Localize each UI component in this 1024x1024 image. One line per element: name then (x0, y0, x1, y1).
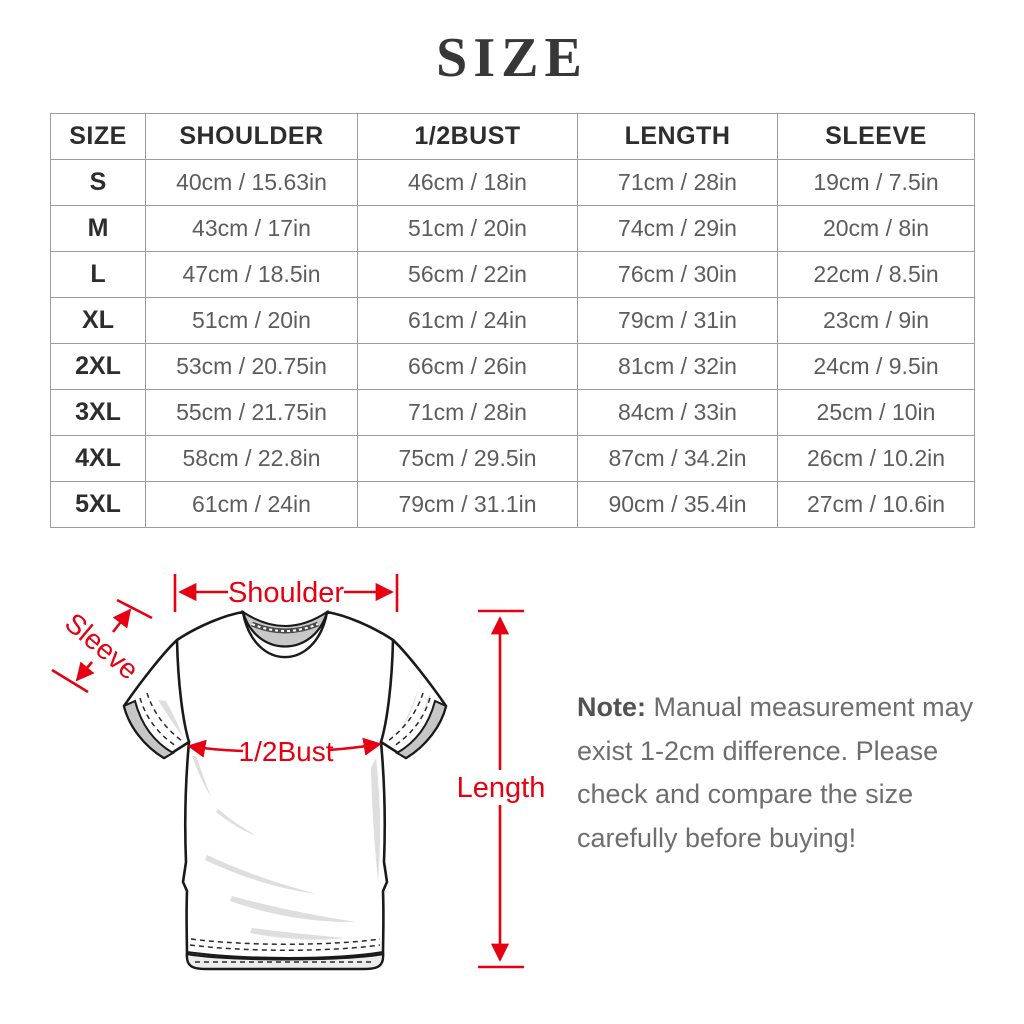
sleeve-cell: 24cm / 9.5in (778, 344, 975, 390)
length-cell: 90cm / 35.4in (578, 482, 778, 528)
shoulder-cell: 58cm / 22.8in (146, 436, 358, 482)
length-cell: 74cm / 29in (578, 206, 778, 252)
size-cell: 2XL (51, 344, 146, 390)
tshirt-body (124, 612, 446, 961)
header-bust: 1/2BUST (358, 114, 578, 160)
table-row (51, 436, 975, 482)
sleeve-annotation (52, 600, 152, 692)
size-cell: L (51, 252, 146, 298)
length-cell: 71cm / 28in (578, 160, 778, 206)
table-row (51, 344, 975, 390)
size-table (50, 113, 975, 528)
note-body: Manual measurement may exist 1-2cm difference. Please check and compare the size carefully before buying! (577, 692, 974, 854)
table-row (51, 482, 975, 528)
shoulder-cell: 40cm / 15.63in (146, 160, 358, 206)
bust-cell: 79cm / 31.1in (358, 482, 578, 528)
length-label: Length (456, 772, 546, 805)
note-label: Note: (577, 692, 646, 722)
table-row (51, 390, 975, 436)
size-cell: XL (51, 298, 146, 344)
length-cell: 81cm / 32in (578, 344, 778, 390)
shoulder-cell: 47cm / 18.5in (146, 252, 358, 298)
header-length: LENGTH (578, 114, 778, 160)
shoulder-cell: 53cm / 20.75in (146, 344, 358, 390)
size-cell: S (51, 160, 146, 206)
sleeve-cell: 23cm / 9in (778, 298, 975, 344)
header-shoulder: SHOULDER (146, 114, 358, 160)
shoulder-cell: 61cm / 24in (146, 482, 358, 528)
sleeve-cell: 20cm / 8in (778, 206, 975, 252)
bust-cell: 71cm / 28in (358, 390, 578, 436)
size-cell: M (51, 206, 146, 252)
table-row (51, 160, 975, 206)
length-cell: 79cm / 31in (578, 298, 778, 344)
sleeve-cell: 25cm / 10in (778, 390, 975, 436)
table-header-row (51, 114, 975, 160)
shoulder-annotation (175, 574, 397, 612)
shoulder-label: Shoulder (227, 577, 345, 610)
sleeve-label: Sleeve (59, 606, 145, 686)
shoulder-cell: 51cm / 20in (146, 298, 358, 344)
bust-cell: 46cm / 18in (358, 160, 578, 206)
length-annotation (457, 611, 546, 967)
sleeve-cell: 27cm / 10.6in (778, 482, 975, 528)
bust-cell: 75cm / 29.5in (358, 436, 578, 482)
bust-cell: 56cm / 22in (358, 252, 578, 298)
sleeve-cell: 19cm / 7.5in (778, 160, 975, 206)
length-cell: 76cm / 30in (578, 252, 778, 298)
note-text (577, 686, 979, 861)
tshirt-drawing (124, 612, 446, 969)
bust-cell: 51cm / 20in (358, 206, 578, 252)
page-title: SIZE (436, 27, 588, 89)
sleeve-cell: 22cm / 8.5in (778, 252, 975, 298)
table-row (51, 298, 975, 344)
header-size: SIZE (51, 114, 146, 160)
sleeve-cell: 26cm / 10.2in (778, 436, 975, 482)
bust-cell: 61cm / 24in (358, 298, 578, 344)
shoulder-cell: 55cm / 21.75in (146, 390, 358, 436)
bust-cell: 66cm / 26in (358, 344, 578, 390)
length-cell: 87cm / 34.2in (578, 436, 778, 482)
tshirt-measurement-diagram (40, 560, 560, 1024)
bust-label: 1/2Bust (238, 735, 334, 767)
header-sleeve: SLEEVE (778, 114, 975, 160)
shoulder-cell: 43cm / 17in (146, 206, 358, 252)
size-cell: 3XL (51, 390, 146, 436)
size-cell: 5XL (51, 482, 146, 528)
table-row (51, 252, 975, 298)
table-row (51, 206, 975, 252)
size-cell: 4XL (51, 436, 146, 482)
length-cell: 84cm / 33in (578, 390, 778, 436)
